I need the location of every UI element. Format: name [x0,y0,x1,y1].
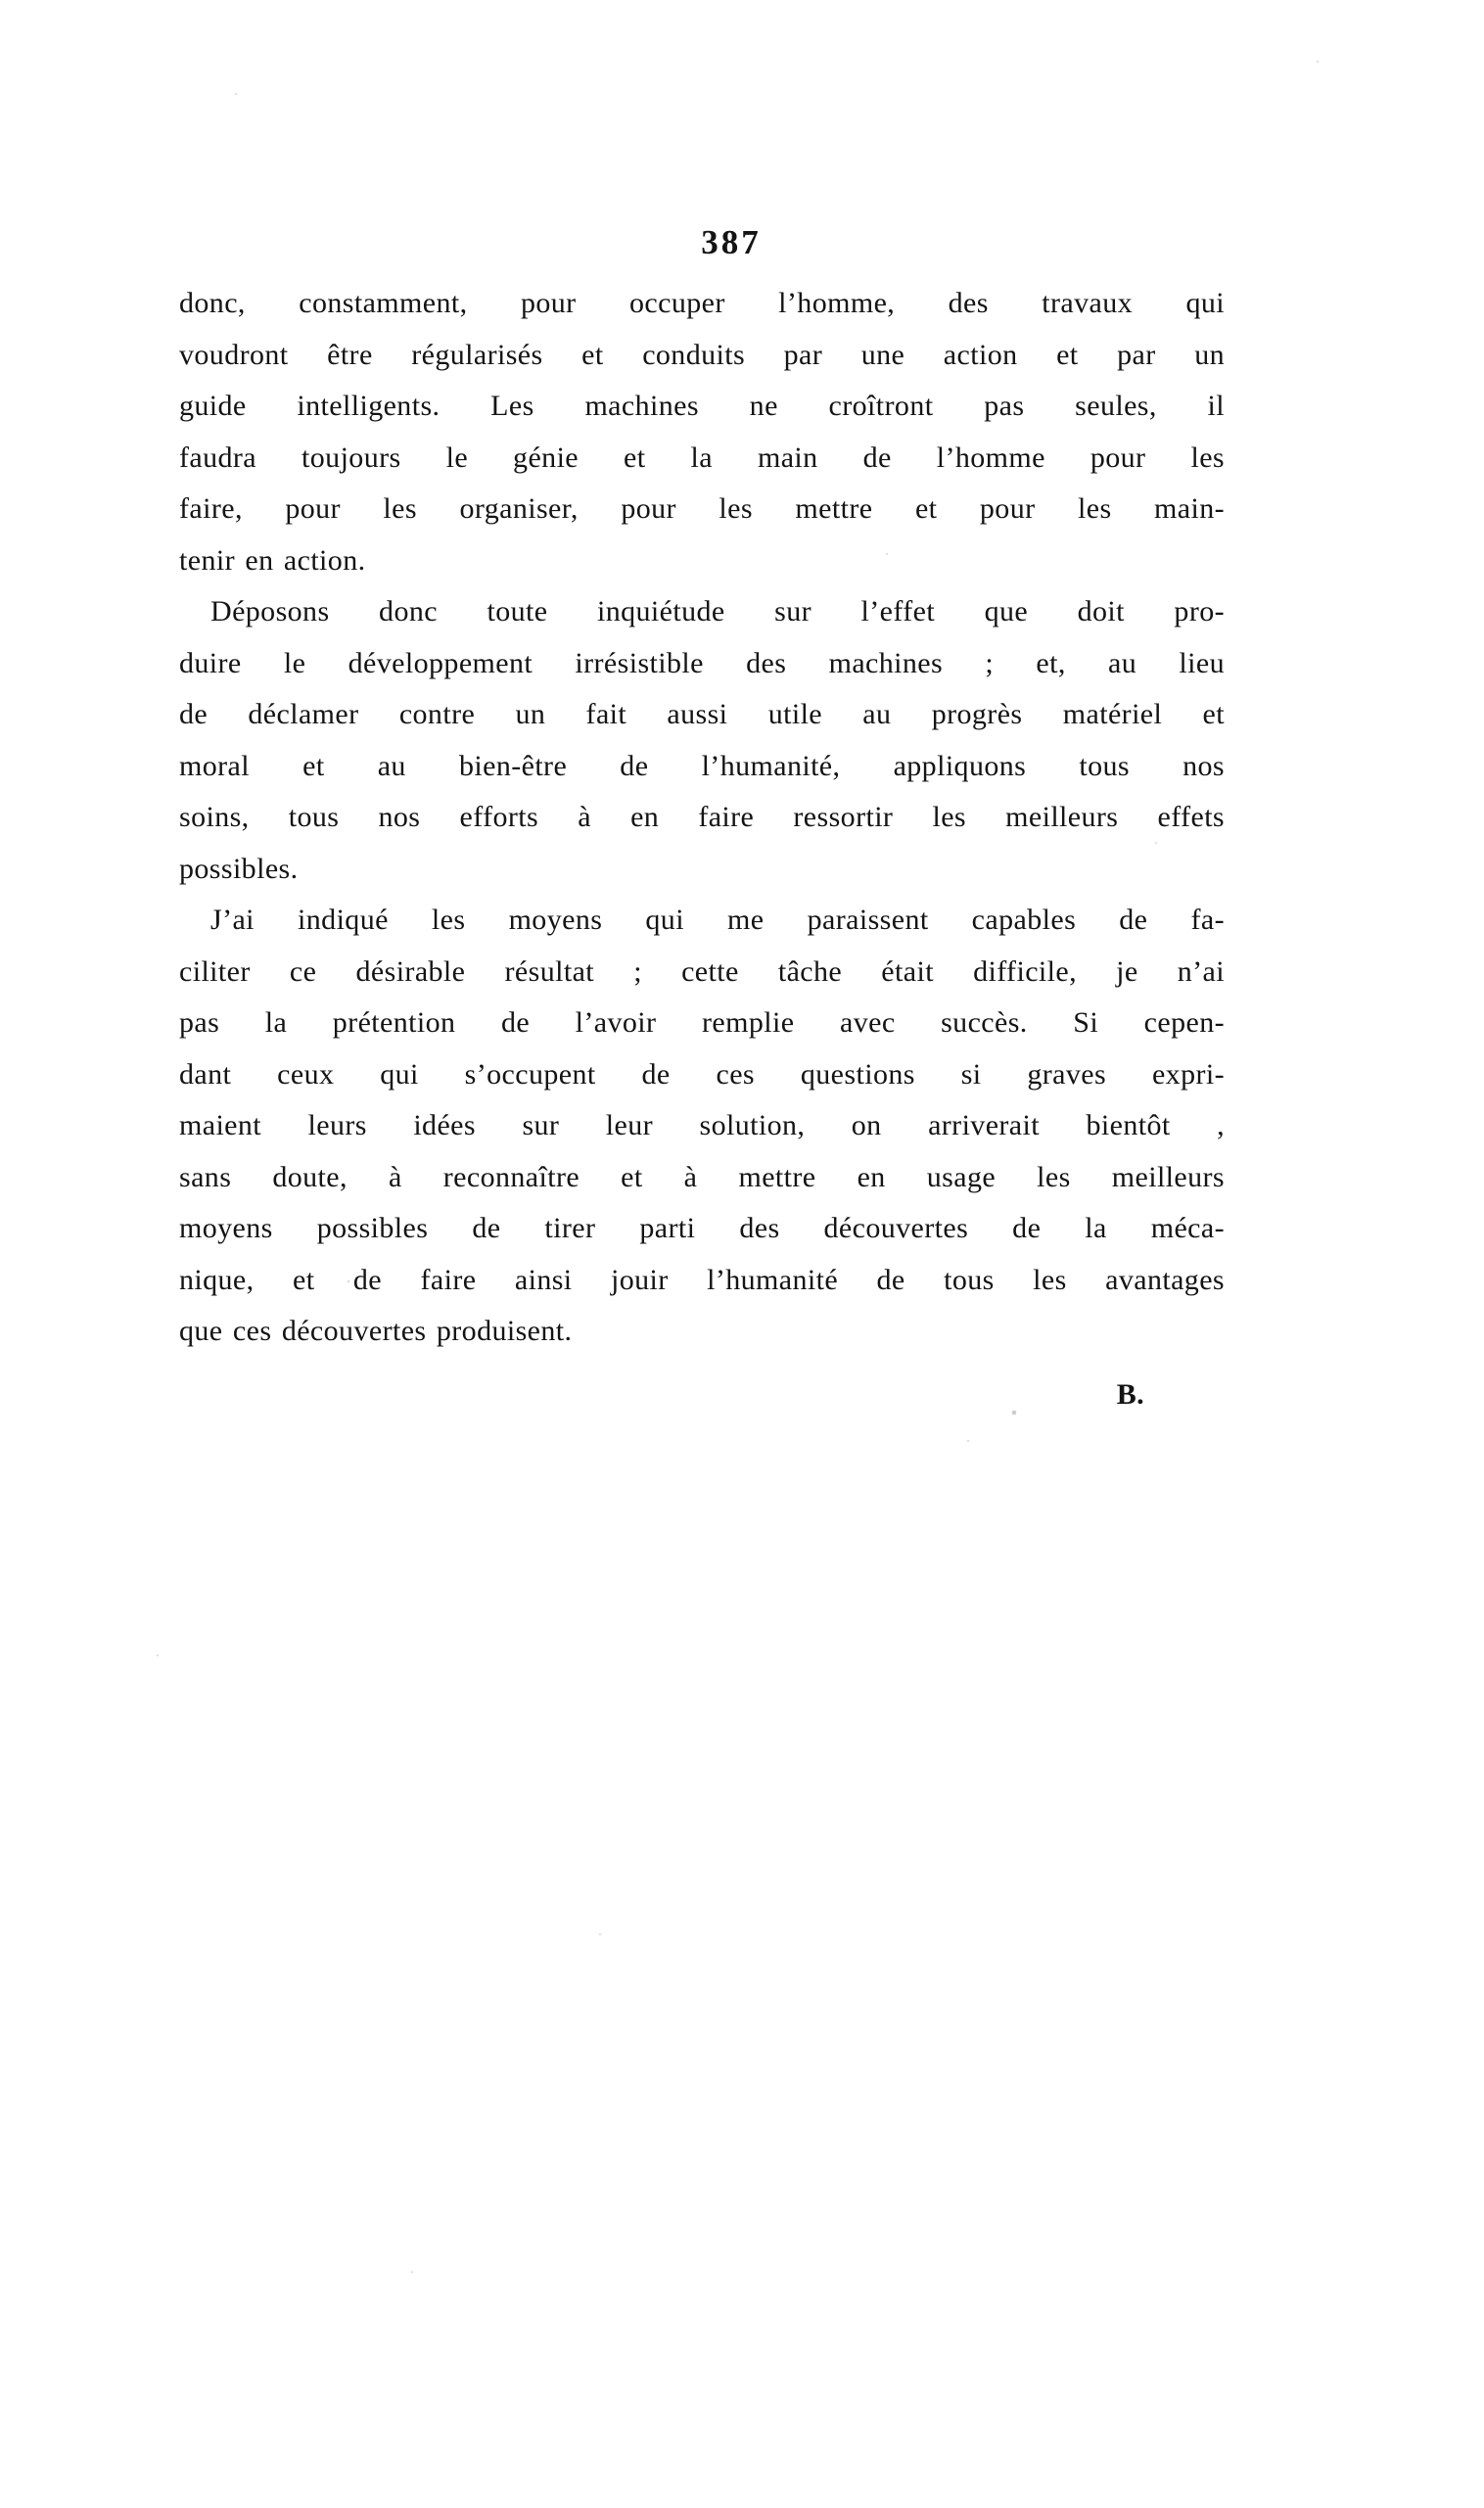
text-line: Déposons donc toute inquiétude sur l’effet que doit pro- [210,595,1225,627]
text-line: possibles. [179,852,299,885]
scan-speckles [0,0,2,2]
text-line: sans doute, à reconnaître et à mettre en usage les meilleurs [179,1160,1225,1193]
author-initial: B. [1116,1377,1144,1411]
text-line: que ces découvertes produisent. [179,1315,573,1347]
body-text [179,278,1225,1420]
text-line: guide intelligents. Les machines ne croîtront pas seules, il [179,390,1225,422]
text-line: J’ai indiqué les moyens qui me paraissent capables de fa- [210,904,1225,936]
text-line: donc, constamment, pour occuper l’homme, des travaux qui [179,287,1225,319]
text-line: maient leurs idées sur leur solution, on arriverait bientôt , [179,1109,1225,1141]
page-number: 387 [701,223,762,261]
text-line: duire le développement irrésistible des machines ; et, au lieu [179,646,1225,679]
paragraph [179,895,1225,1358]
text-line: nique, et de faire ainsi jouir l’humanité de tous les avantages [179,1263,1225,1296]
text-line: tenir en action. [179,543,366,577]
text-line: voudront être régularisés et conduits par une action et par un [179,338,1225,371]
text-line: de déclamer contre un fait aussi utile au progrès matériel et [179,698,1225,730]
text-line: ciliter ce désirable résultat ; cette tâche était difficile, je n’ai [179,954,1225,988]
text-line: moral et au bien-être de l’humanité, appliquons tous nos [179,749,1225,782]
paragraph [179,278,1225,586]
text-line: pas la prétention de l’avoir remplie avec succès. Si cepen- [179,1006,1225,1039]
text-line: moyens possibles de tirer parti des découvertes de la méca- [179,1212,1225,1244]
text-line: faire, pour les organiser, pour les mettre et pour les main- [179,492,1225,525]
text-line: faudra toujours le génie et la main de l’homme pour les [179,441,1225,474]
text-line: dant ceux qui s’occupent de ces questions si graves expri- [179,1057,1225,1091]
paragraph [179,586,1225,895]
text-line: soins, tous nos efforts à en faire ressortir les meilleurs effets [179,801,1225,833]
